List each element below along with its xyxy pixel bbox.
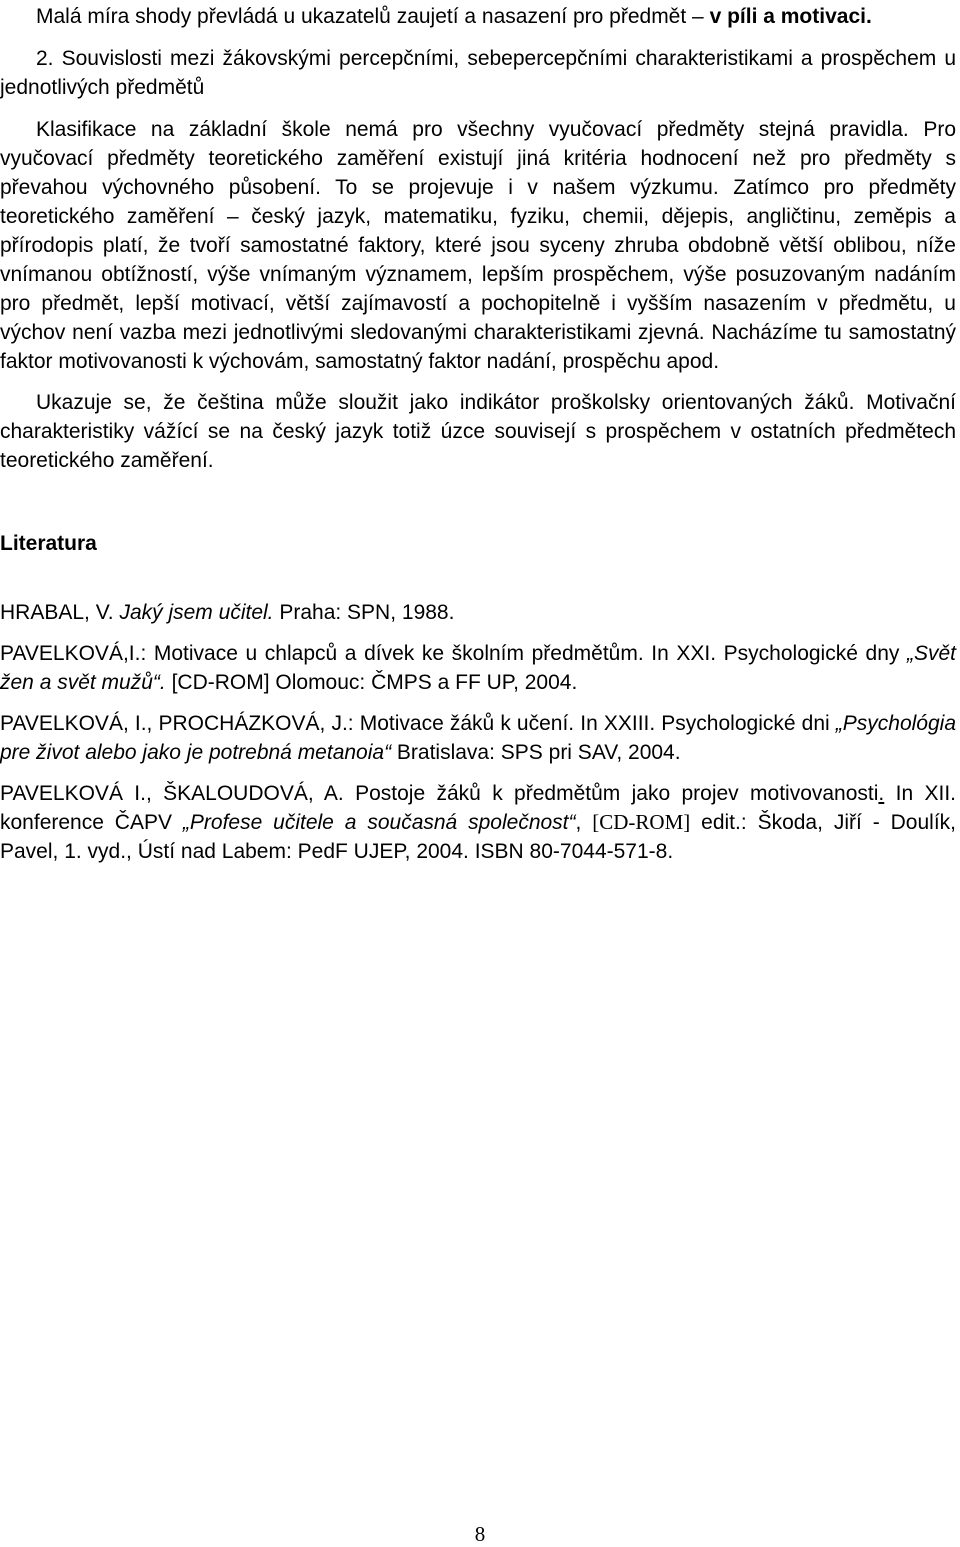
reference-source: In XII. konference ČAPV — [0, 782, 956, 834]
reference-title: „Svět žen a svět mužů“. — [0, 642, 956, 694]
intro-paragraph — [0, 2, 956, 31]
reference-title: „Psychológia pre život alebo jako je potrebná metanoia“ — [0, 712, 956, 764]
intro-text: Malá míra shody převládá u ukazatelů zaujetí a nasazení pro předmět — [36, 5, 687, 28]
intro-bold-text: v píli a motivaci. — [709, 5, 872, 28]
reference-publisher: Bratislava: SPS pri SAV, 2004. — [391, 741, 681, 764]
reference-4 — [0, 779, 956, 866]
reference-title: Jaký jsem učitel. — [119, 601, 274, 624]
reference-author: PAVELKOVÁ,I.: Motivace u chlapců a dívek ke školním předmětům. In XXI. Psychologické dny — [0, 642, 907, 665]
reference-publisher: Praha: SPN, 1988. — [273, 601, 455, 624]
page-number: 8 — [474, 1522, 486, 1546]
reference-1 — [0, 598, 956, 627]
reference-2 — [0, 639, 956, 697]
reference-title: „Profese učitele a současná společnost“ — [182, 811, 576, 834]
reference-medium: [CD-ROM] — [592, 810, 691, 834]
reference-dot: . — [878, 782, 885, 805]
section-2-heading: 2. Souvislosti mezi žákovskými percepčními, sebepercepčními charakteristikami a prospěchem u jednotlivých předmětů — [0, 47, 956, 99]
reference-author: HRABAL, V. — [0, 601, 120, 624]
reference-author: PAVELKOVÁ, I., PROCHÁZKOVÁ, J.: Motivace žáků k učení. In XXIII. Psychologické dni — [0, 712, 836, 735]
reference-author: PAVELKOVÁ I., ŠKALOUDOVÁ, A. Postoje žáků k předmětům jako projev motivovanosti — [0, 782, 879, 805]
reference-separator: , — [575, 811, 593, 834]
section-2-paragraph-2: Ukazuje se, že čeština může sloužit jako indikátor proškolsky orientovaných žáků. Motivační charakteristiky vážící se na český jazyk totiž úzce souvisejí s prospěchem v ostatních předmětech teoretického zaměření. — [0, 391, 956, 472]
section-2-paragraph-1: Klasifikace na základní škole nemá pro všechny vyučovací předměty stejná pravidla. Pro vyučovací předměty teoretického zaměření existují jiná kritéria hodnocení než pro předměty s převahou výchovného působení. To se projevuje i v našem výzkumu. Zatímco pro předměty teoretického zaměření – český jazyk, matematiku, fyziku, chemii, dějepis, angličtinu, zeměpis a přírodopis platí, že tvoří samostatné faktory, které jsou syceny zhruba obdobně větší oblibou, níže vnímanou obtížností, výše vnímaným významem, lepším prospěchem, výše posuzovaným nadáním pro předmět, lepší motivací, větší zajímavostí a pochopitelně i vyšším nasazením v předmětu, u výchov není vazba mezi jednotlivými sledovanými charakteristikami zjevná. Nacházíme tu samostatný faktor motivovanosti k výchovám, samostatný faktor nadání, prospěchu apod. — [0, 118, 956, 373]
intro-dash: – — [686, 5, 710, 28]
reference-publisher: edit.: Škoda, Jiří - Doulík, Pavel, 1. vyd., Ústí nad Labem: PedF UJEP, 2004. ISBN 80-7044-571-8. — [0, 811, 956, 863]
reference-publisher: [CD-ROM] Olomouc: ČMPS a FF UP, 2004. — [165, 671, 578, 694]
literature-heading: Literatura — [0, 532, 97, 555]
reference-3 — [0, 709, 956, 767]
